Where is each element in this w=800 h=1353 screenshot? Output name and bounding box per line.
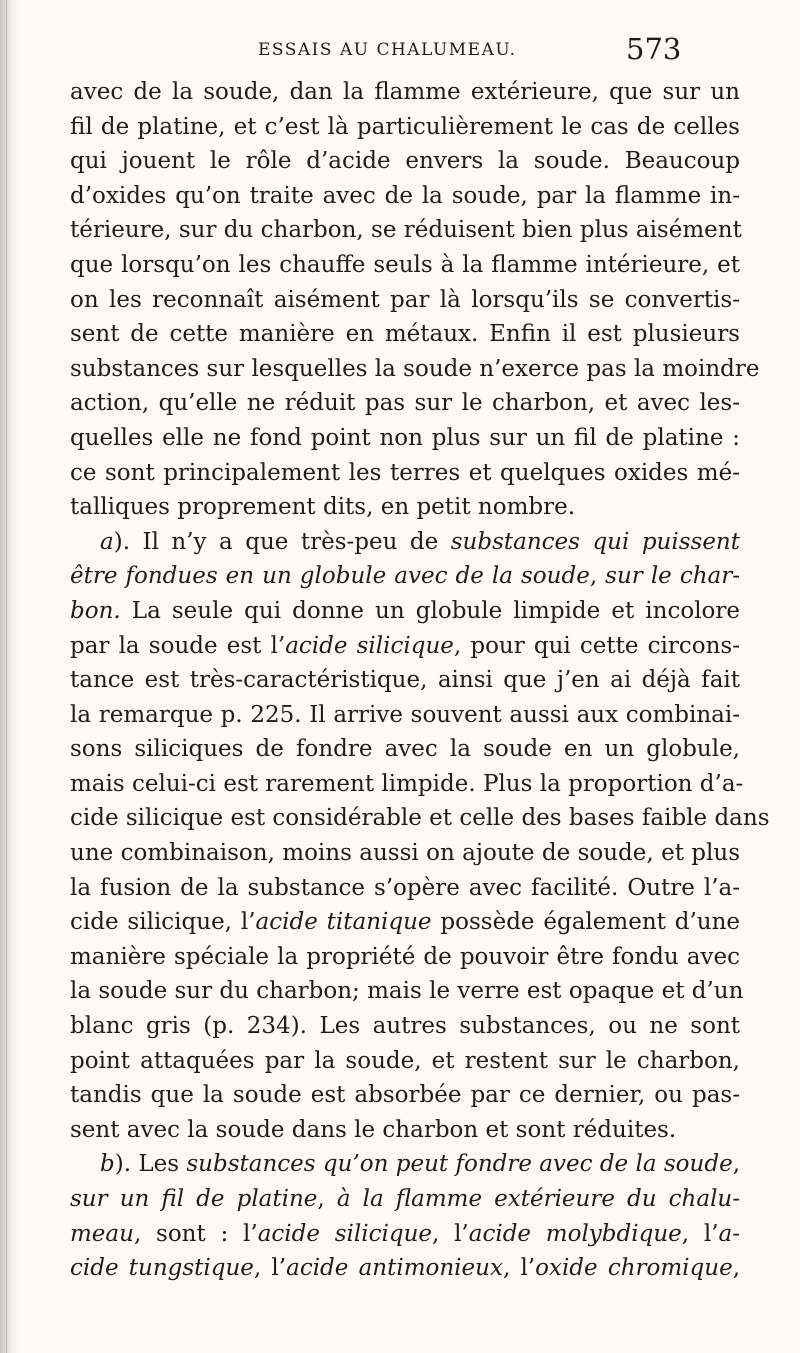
text-segment: substances sur lesquelles la soude n’exerce pas la moindre [70, 355, 760, 382]
text-line [70, 871, 740, 906]
text-segment: la fusion de la substance s’opère avec facilité. Outre l’a- [70, 874, 740, 901]
text-segment: , l’ [681, 1220, 719, 1247]
text-line [70, 732, 740, 767]
text-segment: tance est très-caractéristique, ainsi que j’en ai déjà fait [70, 667, 740, 694]
text-segment: , sont : l’ [133, 1220, 258, 1247]
text-segment: La seule qui donne un globule limpide et incolore [120, 597, 740, 624]
italic-text-segment: oxide chromique [535, 1255, 733, 1282]
text-segment: sent avec la soude dans le charbon et sont réduites. [70, 1116, 677, 1143]
body-text [70, 75, 770, 1286]
italic-text-segment: bon. [70, 597, 121, 624]
text-line [70, 974, 744, 1009]
text-segment: qui jouent le rôle d’acide envers la soude. Beaucoup [70, 148, 740, 175]
text-line [70, 75, 740, 110]
text-segment: fil de platine, et c’est là particulièrement le cas de celles [70, 113, 740, 140]
running-title: ESSAIS AU CHALUMEAU. [258, 40, 517, 60]
text-line [70, 144, 740, 179]
text-line [70, 698, 740, 733]
text-line [70, 421, 740, 456]
text-line [70, 352, 760, 387]
text-segment: sent de cette manière en métaux. Enfin il est plusieurs [70, 321, 740, 348]
italic-text-segment: acide silicique [257, 1220, 432, 1247]
text-line [70, 179, 740, 214]
text-segment: ). Les [114, 1151, 187, 1178]
text-segment: d’oxides qu’on traite avec de la soude, par la flamme in- [70, 182, 740, 209]
text-line [70, 801, 770, 836]
text-line [70, 1147, 740, 1182]
text-line [70, 317, 740, 352]
page-header [258, 30, 758, 70]
italic-text-segment: être fondues en un globule avec de la soude [70, 563, 590, 590]
text-segment: , l’ [502, 1255, 536, 1282]
text-line [70, 1044, 740, 1079]
text-line [70, 248, 740, 283]
text-segment: possède également d’une [431, 909, 740, 936]
text-segment: , [732, 1255, 740, 1282]
italic-text-segment: à la flamme extérieure du chalu- [336, 1186, 741, 1212]
italic-text-segment: acide antimonieux [286, 1255, 503, 1282]
text-line [70, 456, 740, 491]
text-segment: tandis que la soude est absorbée par ce dernier, ou pas- [70, 1082, 740, 1109]
text-line [70, 213, 740, 248]
text-line [70, 1009, 740, 1044]
text-segment: ). Il n’y a que très-peu de [113, 528, 451, 555]
italic-text-segment: meau [70, 1220, 134, 1247]
text-line [70, 836, 740, 871]
text-segment: par la soude est l’ [70, 632, 286, 659]
text-line [70, 490, 740, 525]
text-line [70, 1078, 740, 1113]
italic-text-segment: substances qui puissent [450, 528, 740, 555]
text-segment: blanc gris (p. 234). Les autres substances, ou ne sont [70, 1013, 740, 1040]
italic-text-segment: sur un fil de platine [70, 1186, 318, 1212]
text-segment: action, qu’elle ne réduit pas sur le charbon, et avec les- [70, 390, 740, 417]
text-segment: avec de la soude, dan la flamme extérieure, que sur un [70, 79, 740, 105]
text-line [70, 940, 740, 975]
text-segment: cide silicique est considérable et celle des bases faible dans [70, 805, 770, 832]
text-segment: , l’ [432, 1220, 469, 1247]
text-line [70, 559, 740, 594]
text-segment: , [589, 563, 606, 590]
text-line [70, 525, 740, 560]
text-line [70, 1217, 740, 1252]
text-line [70, 110, 740, 145]
italic-text-segment: cide tungstique [70, 1255, 254, 1282]
italic-text-segment: substances qu’on peut fondre avec de la soude [186, 1151, 733, 1178]
binding-edge [6, 0, 7, 1353]
text-line [70, 1251, 740, 1286]
text-segment: , pour qui cette circons- [453, 632, 740, 659]
text-segment: manière spéciale la propriété de pouvoir être fondu avec [70, 943, 740, 970]
page-number: 573 [626, 32, 682, 66]
text-segment: térieure, sur du charbon, se réduisent bien plus aisément [70, 217, 742, 244]
text-segment: mais celui-ci est rarement limpide. Plus la proportion d’a- [70, 770, 744, 797]
italic-text-segment: b [100, 1151, 115, 1178]
italic-text-segment: a- [718, 1220, 740, 1247]
text-line [70, 386, 740, 421]
italic-text-segment: acide titanique [255, 909, 432, 936]
text-line [70, 663, 740, 698]
text-segment: point attaquées par la soude, et restent sur le charbon, [70, 1047, 740, 1074]
italic-text-segment: sur le char- [605, 563, 741, 590]
page-gutter-shadow [0, 0, 18, 1353]
text-line [70, 629, 740, 664]
text-line [70, 1182, 740, 1217]
text-segment: que lorsqu’on les chauffe seuls à la flamme intérieure, et [70, 251, 740, 278]
text-line [70, 905, 740, 940]
text-segment: , [732, 1151, 740, 1178]
text-segment: talliques proprement dits, en petit nombre. [70, 494, 576, 521]
text-line [70, 283, 740, 318]
text-segment: quelles elle ne fond point non plus sur un fil de platine : [70, 424, 740, 451]
italic-text-segment: acide molybdique [468, 1220, 682, 1247]
text-segment: sons siliciques de fondre avec la soude en un globule, [70, 736, 740, 763]
text-segment: on les reconnaît aisément par là lorsqu’ils se convertis- [70, 286, 740, 313]
text-segment: la remarque p. 225. Il arrive souvent aussi aux combinai- [70, 701, 740, 728]
text-segment: la soude sur du charbon; mais le verre est opaque et d’un [70, 978, 744, 1005]
text-segment: ce sont principalement les terres et quelques oxides mé- [70, 459, 740, 486]
text-segment: cide silicique, l’ [70, 909, 256, 936]
text-segment: , [317, 1186, 337, 1212]
text-segment: une combinaison, moins aussi on ajoute de soude, et plus [70, 840, 740, 867]
text-line [70, 767, 744, 802]
text-line [70, 1113, 740, 1148]
text-segment: , l’ [253, 1255, 287, 1282]
italic-text-segment: a [100, 528, 114, 555]
text-line [70, 594, 740, 629]
italic-text-segment: acide silicique [285, 632, 454, 659]
